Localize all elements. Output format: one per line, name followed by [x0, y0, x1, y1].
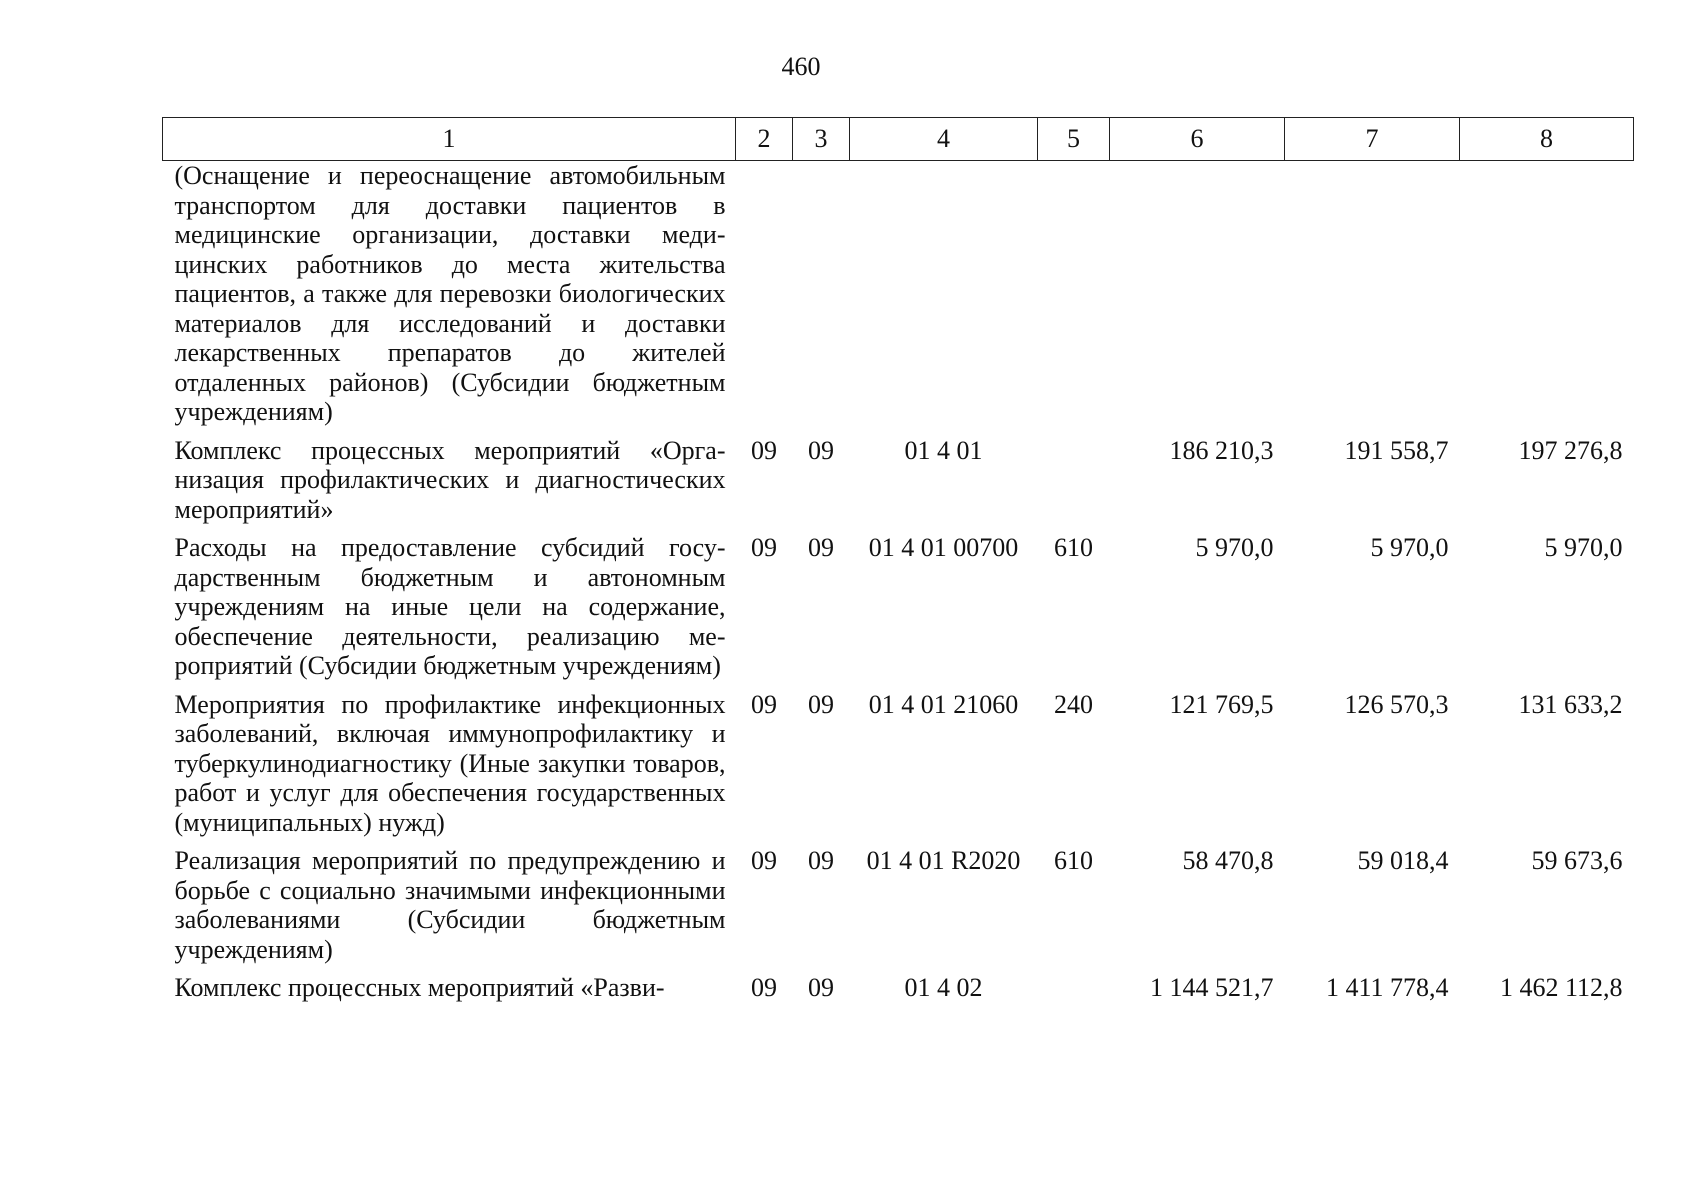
header-col-1: 1: [163, 118, 736, 161]
row-amount-year-2: 1 411 778,4: [1325, 973, 1449, 1002]
row-expense-type: [1038, 161, 1110, 427]
row-amount-year-2: 59 018,4: [1357, 846, 1449, 875]
table-row: [163, 681, 1634, 838]
row-amount-year-2: [1285, 161, 1460, 427]
page-number: 460: [781, 52, 821, 81]
row-expense-type: [1038, 427, 1110, 525]
row-name: Реализация мероприятий по предупреждению и борьбе с социально значимыми инфекционными заболеваниями (Субсидии бюджетным учреждениям): [174, 846, 726, 964]
row-amount-year-1: 58 470,8: [1182, 846, 1274, 875]
row-section: 09: [751, 846, 777, 875]
row-amount-year-3: 1 462 112,8: [1499, 973, 1623, 1002]
row-target-code: 01 4 01 21060: [868, 689, 1019, 719]
row-amount-year-3: 197 276,8: [1518, 435, 1623, 465]
row-section: [736, 161, 793, 427]
header-col-8: 8: [1460, 118, 1634, 161]
row-target-code: [850, 161, 1038, 427]
row-expense-type: 610: [1054, 846, 1093, 875]
row-subsection: [793, 161, 850, 427]
row-amount-year-3: 131 633,2: [1518, 689, 1623, 719]
table-row: [163, 964, 1634, 1003]
header-col-6: 6: [1110, 118, 1285, 161]
table-header-row: [163, 118, 1634, 161]
row-name: (Оснащение и переоснащение автомобильным транспортом для доставки пациентов в медицинские организации, доставки медицинских работников до места жительства пациентов, а также для перевозки биологических материалов для исследований и доставки лекарственных препаратов до жителей отдаленных районов) (Субсидии бюджетным учреждениям): [174, 161, 726, 426]
row-amount-year-3: [1460, 161, 1634, 427]
row-name: Комплекс процессных мероприятий «Разви-: [174, 973, 665, 1002]
row-expense-type: 610: [1054, 533, 1093, 562]
row-expense-type: 240: [1054, 689, 1093, 719]
row-amount-year-1: 186 210,3: [1169, 435, 1274, 465]
row-amount-year-1: 121 769,5: [1169, 689, 1274, 719]
row-name: Мероприятия по профилактике инфекционных заболеваний, включая иммунопрофилактику и туберкулинодиагностику (Иные закупки товаров, работ и услуг для обеспечения государственных (муниципальных) нужд): [174, 689, 726, 837]
row-name: Комплекс процессных мероприятий «Организация профилактических и диагностических мероприятий»: [174, 435, 726, 524]
row-subsection: 09: [808, 533, 834, 562]
row-expense-type: [1038, 964, 1110, 1003]
row-amount-year-2: 5 970,0: [1370, 533, 1449, 562]
row-amount-year-1: 5 970,0: [1195, 533, 1274, 562]
table-row: [163, 427, 1634, 525]
table-row: [163, 524, 1634, 681]
row-amount-year-2: 191 558,7: [1344, 435, 1449, 465]
row-subsection: 09: [808, 973, 834, 1002]
table-row: [163, 837, 1634, 964]
row-section: 09: [751, 689, 777, 719]
row-amount-year-2: 126 570,3: [1344, 689, 1449, 719]
table-row: [163, 161, 1634, 427]
header-col-3: 3: [793, 118, 850, 161]
row-amount-year-1: [1110, 161, 1285, 427]
row-section: 09: [751, 435, 777, 465]
row-subsection: 09: [808, 435, 834, 465]
row-section: 09: [751, 973, 777, 1002]
row-subsection: 09: [808, 689, 834, 719]
row-target-code: 01 4 01 00700: [868, 533, 1019, 562]
row-subsection: 09: [808, 846, 834, 875]
row-amount-year-3: 5 970,0: [1544, 533, 1623, 562]
row-target-code: 01 4 02: [904, 973, 983, 1002]
row-section: 09: [751, 533, 777, 562]
header-col-5: 5: [1038, 118, 1110, 161]
row-amount-year-1: 1 144 521,7: [1150, 973, 1274, 1002]
row-amount-year-3: 59 673,6: [1531, 846, 1623, 875]
row-target-code: 01 4 01 R2020: [866, 846, 1021, 875]
header-col-7: 7: [1285, 118, 1460, 161]
header-col-4: 4: [850, 118, 1038, 161]
row-target-code: 01 4 01: [904, 435, 983, 465]
row-name: Расходы на предоставление субсидий государственным бюджетным и автономным учреждениям на иные цели на содержание, обеспечение деятельности, реализацию мероприятий (Субсидии бюджетным учреждениям): [174, 533, 726, 680]
budget-table: [162, 117, 1634, 1003]
header-col-2: 2: [736, 118, 793, 161]
